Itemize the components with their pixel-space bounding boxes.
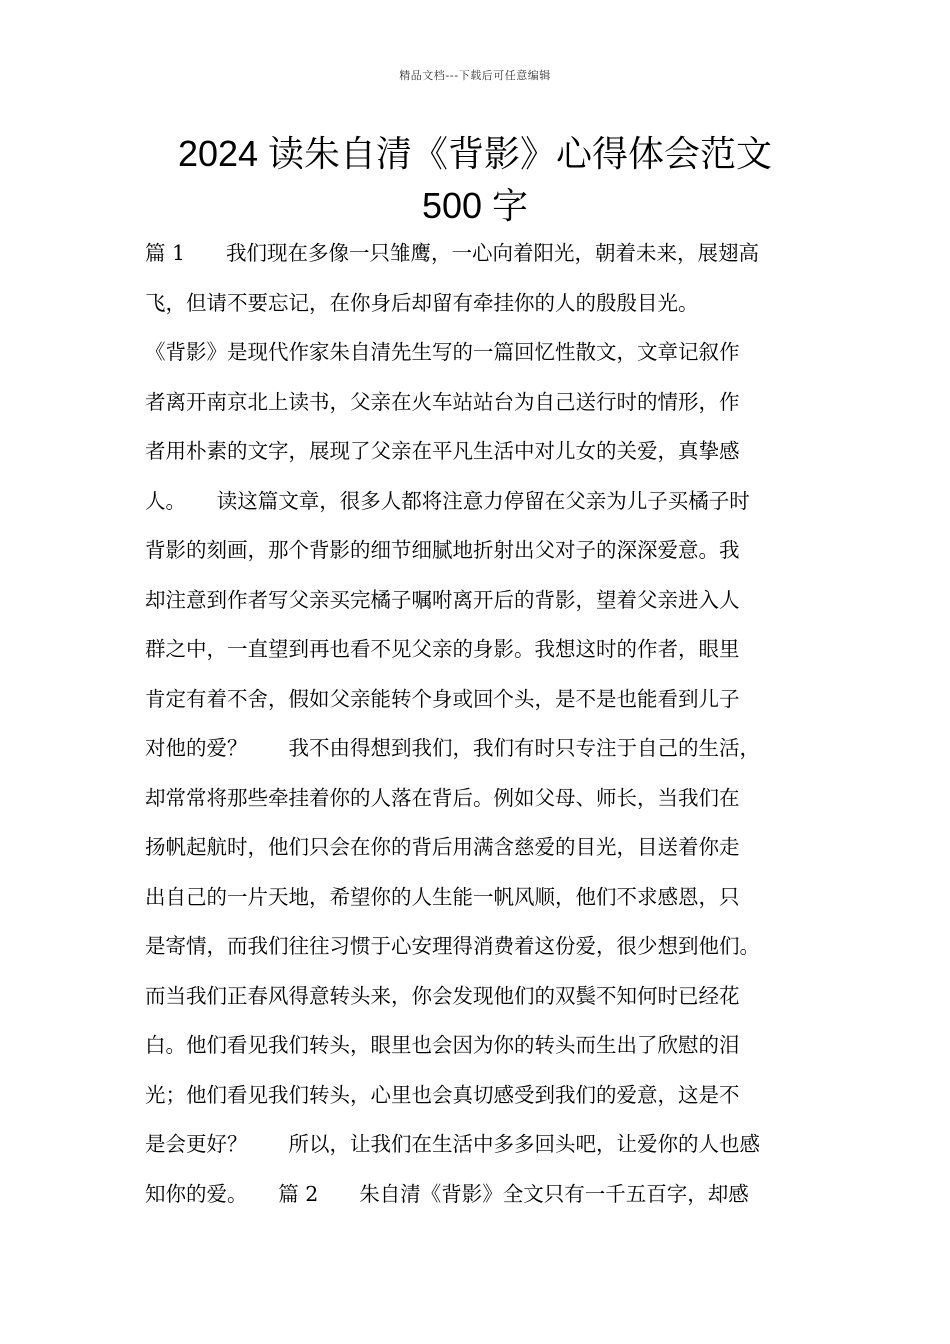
page-header: 精品文档---下载后可任意编辑 bbox=[399, 69, 551, 82]
text-line: 白。他们看见我们转头，眼里也会因为你的转头而生出了欣慰的泪 bbox=[145, 1033, 740, 1057]
body-text bbox=[145, 229, 835, 1219]
text-line: 者用朴素的文字，展现了父亲在平凡生活中对儿女的关爱，真挚感 bbox=[145, 439, 740, 463]
text-line: 而当我们正春风得意转头来，你会发现他们的双鬓不知何时已经花 bbox=[145, 983, 740, 1008]
text-line: 背影的刻画，那个背影的细节细腻地折射出父对子的深深爱意。我 bbox=[145, 538, 740, 562]
text-line: 出自己的一片天地，希望你的人生能一帆风顺，他们不求感恩，只 bbox=[145, 884, 740, 909]
text-line: 扬帆起航时，他们只会在你的背后用满含慈爱的目光，目送着你走 bbox=[145, 835, 740, 859]
title-line-1: 2024 读朱自清《背影》心得体会范文 bbox=[177, 133, 773, 174]
text-line: 知你的爱。 篇 2 朱自清《背影》全文只有一千五百字，却感 bbox=[145, 1181, 749, 1206]
text-line: 却常常将那些牵挂着你的人落在背后。例如父母、师长，当我们在 bbox=[145, 785, 740, 810]
text-line: 肯定有着不舍，假如父亲能转个身或回个头，是不是也能看到儿子 bbox=[145, 686, 740, 711]
title-line-2: 500 字 bbox=[421, 185, 529, 226]
text-line: 《背影》是现代作家朱自清先生写的一篇回忆性散文，文章记叙作 bbox=[145, 340, 740, 364]
text-line: 者离开南京北上读书，父亲在火车站站台为自己送行时的情形，作 bbox=[145, 389, 740, 414]
text-line: 篇 1 我们现在多像一只雏鹰，一心向着阳光，朝着未来，展翅高 bbox=[145, 241, 760, 265]
text-line: 群之中，一直望到再也看不见父亲的身影。我想这时的作者，眼里 bbox=[145, 637, 740, 661]
text-line: 飞，但请不要忘记，在你身后却留有牵挂你的人的殷殷目光。 bbox=[145, 290, 699, 315]
text-line: 对他的爱？ 我不由得想到我们，我们有时只专注于自己的生活， bbox=[145, 736, 760, 760]
text-line: 是寄情，而我们往往习惯于心安理得消费着这份爱，很少想到他们。 bbox=[145, 934, 760, 958]
text-line: 却注意到作者写父亲买完橘子嘱咐离开后的背影，望着父亲进入人 bbox=[145, 587, 740, 612]
text-line: 光；他们看见我们转头，心里也会真切感受到我们的爱意，这是不 bbox=[145, 1082, 740, 1107]
text-line: 人。 读这篇文章，很多人都将注意力停留在父亲为儿子买橘子时 bbox=[145, 488, 750, 513]
text-line: 是会更好？ 所以，让我们在生活中多多回头吧，让爱你的人也感 bbox=[145, 1132, 760, 1156]
document-title bbox=[100, 128, 850, 232]
